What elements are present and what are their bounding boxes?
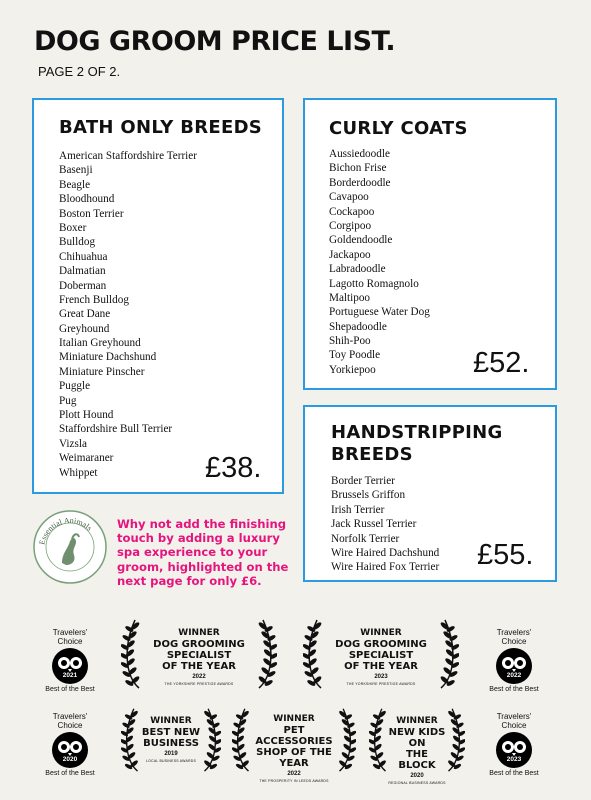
award-line3: SHOP OF THE YEAR <box>256 747 332 769</box>
breed-list-item: Shepadoodle <box>329 320 387 333</box>
badge-label-choice: Choice <box>501 721 527 730</box>
breed-list-item: Toy Poodle <box>329 349 381 362</box>
award-line3: THE BLOCK <box>398 749 436 771</box>
breed-list-item: Basenji <box>59 164 93 177</box>
breed-list-item: Whippet <box>59 466 98 479</box>
breed-list-item: Cavapoo <box>329 191 369 204</box>
curly-coats-list <box>329 147 430 377</box>
badge-label: Travelers' <box>496 712 532 721</box>
award-dog-grooming-2023 <box>303 616 459 696</box>
breed-list-item: Bloodhound <box>59 193 115 206</box>
breed-list-item: Boston Terrier <box>59 207 124 220</box>
breed-list-item: Norfolk Terrier <box>331 532 400 545</box>
handstripping-list <box>331 474 439 575</box>
travelers-choice-badge-2020 <box>35 712 105 777</box>
tripadvisor-owl-icon <box>496 648 532 684</box>
badge-subtitle: Best of the Best <box>45 770 95 777</box>
award-line3: OF THE YEAR <box>344 661 418 672</box>
badge-year: 2022 <box>506 672 522 679</box>
award-year: 2019 <box>164 751 178 757</box>
breed-list-item: Dalmatian <box>59 265 106 278</box>
award-year: 2020 <box>410 773 424 779</box>
breed-list-item: Pug <box>59 394 77 407</box>
badge-label: Travelers' <box>496 628 532 637</box>
badge-label-choice: Choice <box>57 721 83 730</box>
badge-year: 2021 <box>62 672 78 679</box>
tripadvisor-owl-icon <box>52 732 88 768</box>
award-line2: PET ACCESSORIES <box>255 725 333 747</box>
breed-list-item: French Bulldog <box>59 293 129 306</box>
award-org: LOCAL BUSINESS AWARDS <box>145 759 197 763</box>
breed-list-item: Cockapoo <box>329 205 375 218</box>
badge-subtitle: Best of the Best <box>489 686 539 693</box>
breed-list-item: Bichon Frise <box>329 162 387 175</box>
award-year: 2022 <box>287 771 301 777</box>
award-dog-grooming-2022 <box>121 616 277 696</box>
breed-list-item: Weimaraner <box>59 452 114 465</box>
breed-list-item: Bulldog <box>59 236 96 249</box>
award-line1: WINNER <box>178 628 220 638</box>
breed-list-item: Staffordshire Bull Terrier <box>59 423 173 436</box>
curly-coats-card <box>303 98 557 390</box>
award-org: THE PROSPERITY IN LEEDS AWARDS <box>259 779 329 783</box>
handstripping-card <box>303 405 557 582</box>
breed-list-item: Plott Hound <box>59 409 114 422</box>
breed-list-item: Chihuahua <box>59 250 108 263</box>
travelers-choice-badge-2022 <box>479 628 549 693</box>
breed-list-item: Lagotto Romagnolo <box>329 277 419 290</box>
breed-list-item: Labradoodle <box>329 263 386 276</box>
breed-list-item: Jackapoo <box>329 248 371 261</box>
breed-list-item: Irish Terrier <box>331 503 385 516</box>
bath-only-heading: BATH ONLY BREEDS <box>59 117 263 138</box>
badge-year: 2023 <box>506 756 522 763</box>
bath-only-card <box>32 98 284 494</box>
tripadvisor-owl-icon <box>52 648 88 684</box>
breed-list-item: Great Dane <box>59 308 111 321</box>
breed-list-item: Aussiedoodle <box>329 148 390 160</box>
award-line2: NEW KIDS ON <box>388 727 446 749</box>
badge-year: 2020 <box>62 756 78 763</box>
badge-subtitle: Best of the Best <box>45 686 95 693</box>
breed-list-item: Yorkiepoo <box>329 363 376 376</box>
breed-list-item: Border Terrier <box>331 475 395 487</box>
essential-animals-logo <box>32 509 108 585</box>
travelers-choice-badge-2021 <box>35 628 105 693</box>
breed-list-item: Greyhound <box>59 322 110 335</box>
logo-text: Essential Animals <box>37 515 94 546</box>
award-line3: OF THE YEAR <box>162 661 236 672</box>
breed-list-item: Italian Greyhound <box>59 337 141 350</box>
breed-list-item: Puggle <box>59 380 91 393</box>
page-title: DOG GROOM PRICE LIST. <box>34 26 396 57</box>
handstripping-price: £55. <box>477 539 534 571</box>
award-line2: DOG GROOMING SPECIALIST <box>335 639 427 661</box>
breed-list-item: Jack Russel Terrier <box>331 518 417 531</box>
badge-label: Travelers' <box>52 712 88 721</box>
curly-coats-price: £52. <box>473 347 530 379</box>
award-line1: WINNER <box>273 714 315 724</box>
award-org: THE YORKSHIRE PRESTIGE AWARDS <box>164 682 234 686</box>
award-line3: BUSINESS <box>143 738 199 749</box>
badge-label-choice: Choice <box>57 637 83 646</box>
breed-list-item: Goldendoodle <box>329 234 393 247</box>
breed-list-item: Borderdoodle <box>329 176 391 189</box>
breed-list-item: Boxer <box>59 221 87 234</box>
award-org: THE YORKSHIRE PRESTIGE AWARDS <box>346 682 416 686</box>
badge-subtitle: Best of the Best <box>489 770 539 777</box>
award-best-new-business <box>121 702 221 782</box>
award-line2: DOG GROOMING SPECIALIST <box>153 639 245 661</box>
page-subtitle: PAGE 2 OF 2. <box>38 64 121 79</box>
award-line2: BEST NEW <box>141 727 201 738</box>
badge-label: Travelers' <box>52 628 88 637</box>
award-line1: WINNER <box>396 716 438 726</box>
bath-only-list <box>59 149 197 480</box>
breed-list-item: Brussels Griffon <box>331 489 406 502</box>
award-year: 2022 <box>192 674 206 680</box>
breed-list-item: Maltipoo <box>329 291 371 304</box>
breed-list-item: Miniature Dachshund <box>59 351 157 364</box>
breed-list-item: American Staffordshire Terrier <box>59 150 197 162</box>
breed-list-item: Doberman <box>59 279 107 292</box>
travelers-choice-badge-2023 <box>479 712 549 777</box>
curly-coats-heading: CURLY COATS <box>329 118 468 139</box>
breed-list-item: Miniature Pinscher <box>59 365 145 378</box>
breed-list-item: Portuguese Water Dog <box>329 306 430 319</box>
award-year: 2023 <box>374 674 388 680</box>
bath-only-price: £38. <box>205 452 262 484</box>
breed-list-item: Beagle <box>59 178 91 191</box>
award-new-kids-on-the-block <box>369 702 465 785</box>
tripadvisor-owl-icon <box>496 732 532 768</box>
handstripping-heading: HANDSTRIPPING BREEDS <box>331 422 503 465</box>
breed-list-item: Corgipoo <box>329 219 372 232</box>
award-pet-accessories <box>232 702 356 782</box>
breed-list-item: Wire Haired Dachshund <box>331 546 440 559</box>
award-org: REGIONAL BUSINESS AWARDS <box>388 781 446 785</box>
award-line1: WINNER <box>360 628 402 638</box>
breed-list-item: Wire Haired Fox Terrier <box>331 561 440 574</box>
award-line1: WINNER <box>150 716 192 726</box>
badge-label-choice: Choice <box>501 637 527 646</box>
breed-list-item: Vizsla <box>59 437 87 450</box>
breed-list-item: Shih-Poo <box>329 335 371 348</box>
spa-promo-text: Why not add the finishing touch by adding a luxury spa experience to your groom, highlighted on the next page for only £6. <box>117 517 289 588</box>
